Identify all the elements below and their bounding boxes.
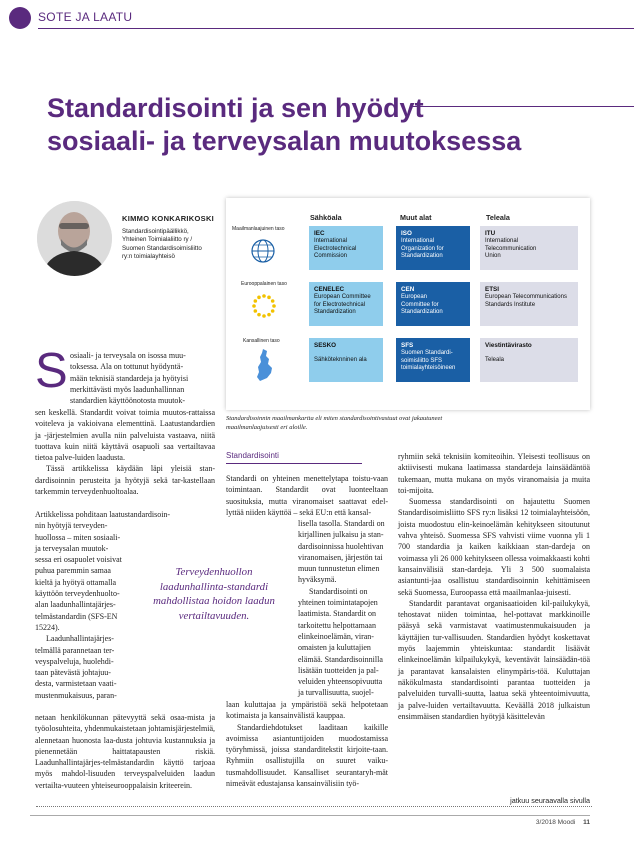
column-header-other: Muut alat [400,213,432,222]
column-2-tail: laan kuluttajaa ja ympäristöä sekä helpotetaan kotimaista ja kansainvälistä kauppaa. Standardiehdotukset laaditaan kaikille avoimissa asiantuntijoiden muodostamissa työryhmissä, joissa standarditekstit kirjoite-taan. Ryhmiin osallistujilla on suuret vaiku-tusmahdollisuudet. Kansalliset seurantaryh-mät nimeävät edustajansa kansainvälisiin työ- [226,700,388,789]
footer-rule [30,815,590,816]
finland-map-icon [254,348,276,387]
header-rule [38,28,634,29]
standards-body-cell-sfs: SFS Suomen Standardi- soimisliitto SFS toimialayhteisöineen [396,338,470,382]
continues-note: jatkuu seuraavalla sivulla [510,796,590,805]
footer-dotted-rule [36,806,592,807]
standards-body-cell-etsi: ETSI European Telecommunications Standards Institute [480,282,578,326]
author-role: Standardisointipäällikkö, Yhteinen Toimialaliitto ry / Suomen Standardisoimisliitto ry:n toimialayhteisö [122,228,202,260]
column-1-lead: osiaali- ja terveysala on isossa muu- toksessa. Ala on tottunut hyödyntä- mään teknisiä standardeja ja hyötyisi merkittävästi myös laadunhallinnan standardien käyttöönotosta muutok- [70,351,189,406]
issue-label: 3/2018 Moodi [535,819,576,826]
standards-body-cell-iso: ISO International Organization for Standardization [396,226,470,270]
pull-quote: Terveydenhuollon laadunhallinta-standardi mahdollistaa hoidon laadun vertailtavuuden. [153,566,275,622]
standards-body-cell-sesko: SESKO Sähköteknninen ala [309,338,383,382]
column-header-telecom: Teleala [486,213,510,222]
column-2-narrow: lisella tasolla. Standardi on kirjallinen julkaisu ja stan- dardisoinnissa huolehtivan viranomaisen, järjestön tai muun tunnustetun elimen hyväksymä. Standardisointi on yhteinen toimintatapojen laatimista. Standardit on tarkoitettu helpottamaan elinkeinoelämän, viran- omaisten ja kuluttajien elämää. Standardisoinnilla lisätään tuotteiden ja pal- veluiden yhteensopivuutta ja turvallisuutta, suojel- [298,519,385,698]
section-marker-dot [9,7,31,29]
standards-body-cell-cen: CEN European Committee for Standardization [396,282,470,326]
standards-body-cell-iec: IEC International Electrotechnical Commission [309,226,383,270]
section-label: SOTE JA LAATU [38,10,133,24]
column-2-intro: Standardi on yhteinen menettelytapa toistu-vaan toimintaan. Standardit ovat luonteeltaan suosituksia, mutta viranomaiset saattavat edel-lyttää niiden käyttöä – sekä EU:n että kansal- [226,474,388,517]
page-footer [450,819,590,826]
column-1-body: sen keskellä. Standardit voivat toimia muutos-rattaissa voiteleva ja vakioivana elementtinä. Laatustandardien ja -järjestelmien avulla niin palveluista vastaava, niitä tuottava kuin niitä käyttävä osapuoli saa vertailtavaa tietoa palve-luiden laadusta. Tässä artikkelissa käydään läpi yleisiä stan-dardisoinnin perusteita ja hyötyjä sekä tar-kastellaan tarkemmin terveydenhuoltoalaa. [35,408,215,497]
drop-cap: S [35,344,68,398]
level-label-european: Eurooppalainen taso [241,281,287,287]
author-name: KIMMO KONKARIKOSKI [122,214,215,223]
standards-body-cell-viestintavirasto: Viestintävirasto Teleala [480,338,578,382]
level-label-global: Maailmanlaajuinen taso [232,226,285,232]
level-label-national: Kansallinen taso [243,338,280,344]
subheading-rule [226,463,362,464]
figure-caption: Standardisoinnin maailmankartta eli miten standardisointivastuut ovat jakautuneet maailmanlaajuisesti eri aloille. [226,415,443,431]
title-line-1: Standardisointi ja sen hyödyt [47,93,424,123]
globe-icon [250,238,276,269]
column-header-electrical: Sähköala [310,213,342,222]
title-line-2: sosiaali- ja terveysalan muutoksessa [47,126,522,156]
standards-body-cell-itu: ITU International Telecommunication Union [480,226,578,270]
column-3-body: ryhmiin sekä teknisiin komiteoihin. Yleisesti teollisuus on aktiivisesti mukana laatimassa standardeja lainsäädäntöä tukemaan, mutta mukana on myös viranomaisia ja muita toi-mijoita. Suomessa standardisointi on hajautettu Suomen Standardisoimisliitto SFS ry:n lisäksi 12 toimialayhteisöön, joista muodostuu elin-keinoelämän kehitykseen sitoutunut vahva yhteisö. Suomessa SFS vahvisti viime vuonna yli 1 700 standardia ja kaiken kaikkiaan stan-dardeja on voimassa yli 26 000 kehitykseen ollessa voimakkaasti kohti kansainvälisiä stan-dardeja. Yli 3 500 suomalaista asiantunti-jaa osallistuu standardisoinnin kehittämiseen sekä Suomessa, Euroopassa että maailmanlaa-juisesti. Standardit parantavat organisaatioiden kil-pailukykyä, tehostavat niiden toimintaa, hel-pottavat markkinoille pääsyä sekä varmistavat vaatimustenmukaisuuden ja käyttäjien tur-vallisuuden. Standardien hyödyt koskettavat myös laajemmin yhteiskuntaa: standardit lisäävät elinkeinoelämän kilpailukykyä, keventävät lainsäädän-töä ja parantavat kansalaisten elinympäris-töä. Kuluttajan näkökulmasta standardisointi parantaa tuotteiden ja palveluiden turvalli-suutta, laatua sekä yhteentoimivuutta, ja palve-luiden vertailtavuutta. Keväällä 2018 julkaistun ensimmäisen standardien hyötyjä käsittelevän [398,452,590,721]
author-photo [37,201,112,276]
article-title [47,92,607,158]
column-1-wrap: Artikkelissa pohditaan laatustandardisoin- nin hyötyjä terveyden- huollossa – miten sosiaali- ja terveysalan muutok- sessa eri osapuolet voisivat puhua paremmin samaa kieltä ja hyötyä ottamalla käyttöön terveydenhuolto- alan laadunhallintajärjes- telmästandardin (SFS-EN 15224). Laadunhallintajärjes- telmällä parannetaan ter- veyspalveluja, huolehdi- taan pätevästä johtajuu- desta, varmistetaan vaati- mustenmukaisuus, paran- [35,510,171,700]
subheading-standardisointi: Standardisointi [226,451,279,460]
eu-stars-icon [250,292,278,325]
standards-body-cell-cenelec: CENELEC European Committee for Electrotechnical Standardization [309,282,383,326]
column-1-tail: netaan henkilökunnan pätevyyttä sekä osaa-mista ja työolosuhteita, yhdenmukaistetaan johtamisjärjestelmiä, alennetaan huonosta laa-dusta johtuvia kustannuksia ja pienennetään haittatapausten riskiä. Laadunhallintajärjes-telmästandardin käyttö tarjoaa myös mahdol-lisuuden terveyspalveluiden laadun vertailta-vuuteen yhteiseurooppalaisin kriteerein. [35,713,215,790]
page-number: 11 [583,819,590,826]
